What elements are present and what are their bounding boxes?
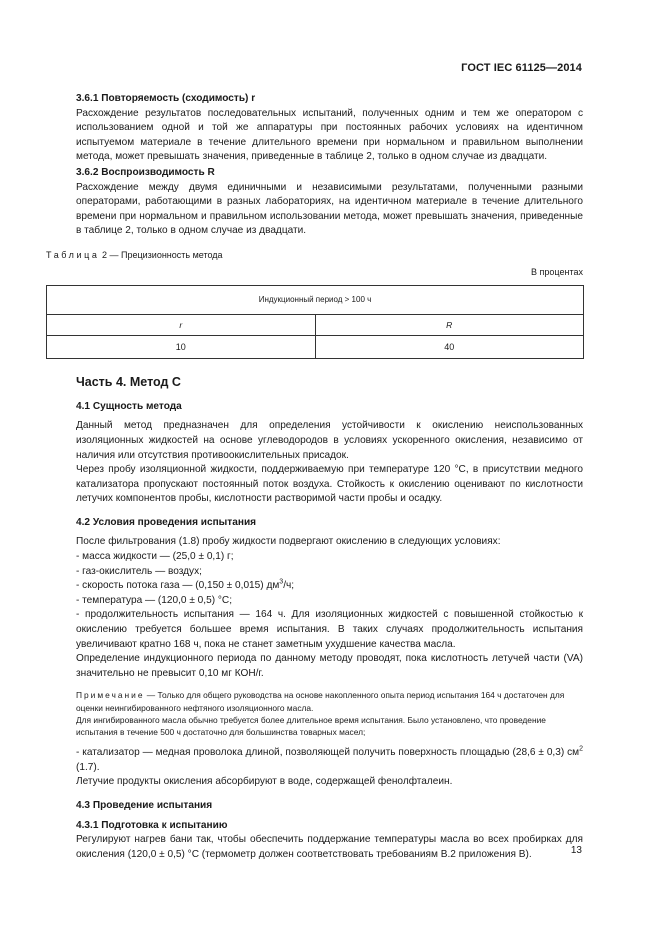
condition-flow-text: - скорость потока газа — (0,150 ± 0,015) дм [76,580,280,592]
document-code: ГОСТ IEC 61125—2014 [461,62,582,74]
condition-mass: - масса жидкости — (25,0 ± 0,1) г; [76,551,234,563]
section-3-6-1-title: 3.6.1 Повторяемость (сходимость) r [76,93,256,104]
section-4-3-title: 4.3 Проведение испытания [76,800,213,811]
section-4-1-p1: Данный метод предназначен для определения устойчивости к окислению неиспользованных изоляционных жидкостей на основе углеводородов в условиях ускоренного окисления, независимо от наличия или отсутствия противоокислительных присадок. [76,420,583,461]
table-caption [46,248,583,263]
table-col2-value: 40 [315,336,584,359]
section-4-2-intro: После фильтрования (1.8) пробу жидкости подвергают окислению в следующих условиях: [76,536,501,548]
table-col1-symbol: r [47,315,316,336]
condition-catalyst-tail: (1.7). [76,761,100,773]
precision-table [46,285,584,359]
condition-temperature: - температура — (120,0 ± 0,5) °С; [76,594,233,606]
condition-duration: - продолжительность испытания — 164 ч. Для изоляционных жидкостей с повышенной стойкостью к окислению требуется большее время испытания. В таких случаях продолжительность испытания увеличивают кратно 168 ч, пока не станет заметным ухудшение качества масла. [76,609,583,650]
note-label: Примечание [76,690,145,701]
page-number: 13 [570,845,582,856]
condition-flow [76,579,583,594]
section-4-1-title: 4.1 Сущность метода [76,400,182,412]
part-4-title: Часть 4. Метод С [76,375,181,390]
condition-gas: - газ-окислитель — воздух; [76,565,202,577]
volatile-products-text: Летучие продукты окисления абсорбируют в воде, содержащей фенолфталеин. [76,776,453,788]
section-4-1-p2: Через пробу изоляционной жидкости, поддерживаемую при температуре 120 °С, в присутствии медного катализатора пропускают постоянный поток воздуха. Стойкость к окислению оценивают по кислотности летучих компонентов пробы, кислотности растворимой части пробы и осадку. [76,464,583,505]
condition-catalyst-text: - катализатор — медная проволока длиной, позволяющей получить поверхность площадью (28,6 ± 0,3) см [76,747,580,759]
condition-flow-sup: 3 [279,578,284,586]
table-col1-value: 10 [47,336,316,359]
note-text: — Только для общего руководства на основе накопленного опыта период испытания 164 ч достаточен для оценки неингибированного нефтяного изоляционного масла. [76,690,565,713]
table-units: В процентах [531,266,583,277]
section-3-6-1-text: Расхождение результатов последовательных испытаний, полученных одним и тем же оператором с использованием одной и той же аппаратуры при постоянных рабочих условиях на идентичном испытуемом материале в течение длительного времени при нормальном и правильном выполнении метода, может превышать значения, приведенные в таблице 2, только в одном случае из двадцати. [76,107,583,163]
section-3-6-2-title: 3.6.2 Воспроизводимость R [76,166,215,178]
note-text-2: Для ингибированного масла обычно требуется более длительное время испытания. Было установлено, что проведение испытания в течение 500 ч достаточно для большинства товарных масел; [76,714,546,738]
condition-catalyst-sup: 2 [579,745,583,753]
page-content [46,92,583,862]
table-caption-rest: 2 — Прецизионность метода [99,249,223,260]
section-4-3-1-text: Регулируют нагрев бани так, чтобы обеспечить поддержание температуры масла во всех пробирках для окисления (120,0 ± 0,5) °С (термометр должен соответствовать требованиям В.2 приложения В). [76,834,583,860]
section-3-6-2-text: Расхождение между двумя единичными и независимыми результатами, полученными разными операторами, работающими в разных лабораториях, на идентичном материале в течение длительного времени при нормальном и правильном использовании метода, может превышать значения, приведенные в таблице 2, только в одном случае из двадцати. [76,181,583,237]
table-header-cell: Индукционный период > 100 ч [47,286,584,315]
note-block [76,689,583,738]
table-col2-symbol: R [315,315,584,336]
condition-flow-tail: /ч; [283,580,295,592]
section-4-3-1-title: 4.3.1 Подготовка к испытанию [76,819,228,831]
condition-catalyst [76,746,583,775]
induction-period-text: Определение индукционного периода по данному методу проводят, пока кислотность летучей части (VA) значительно не превысит 0,10 мг КОН/г. [76,653,583,679]
section-4-2-title: 4.2 Условия проведения испытания [76,516,257,528]
table-caption-label: Таблица [46,249,100,260]
